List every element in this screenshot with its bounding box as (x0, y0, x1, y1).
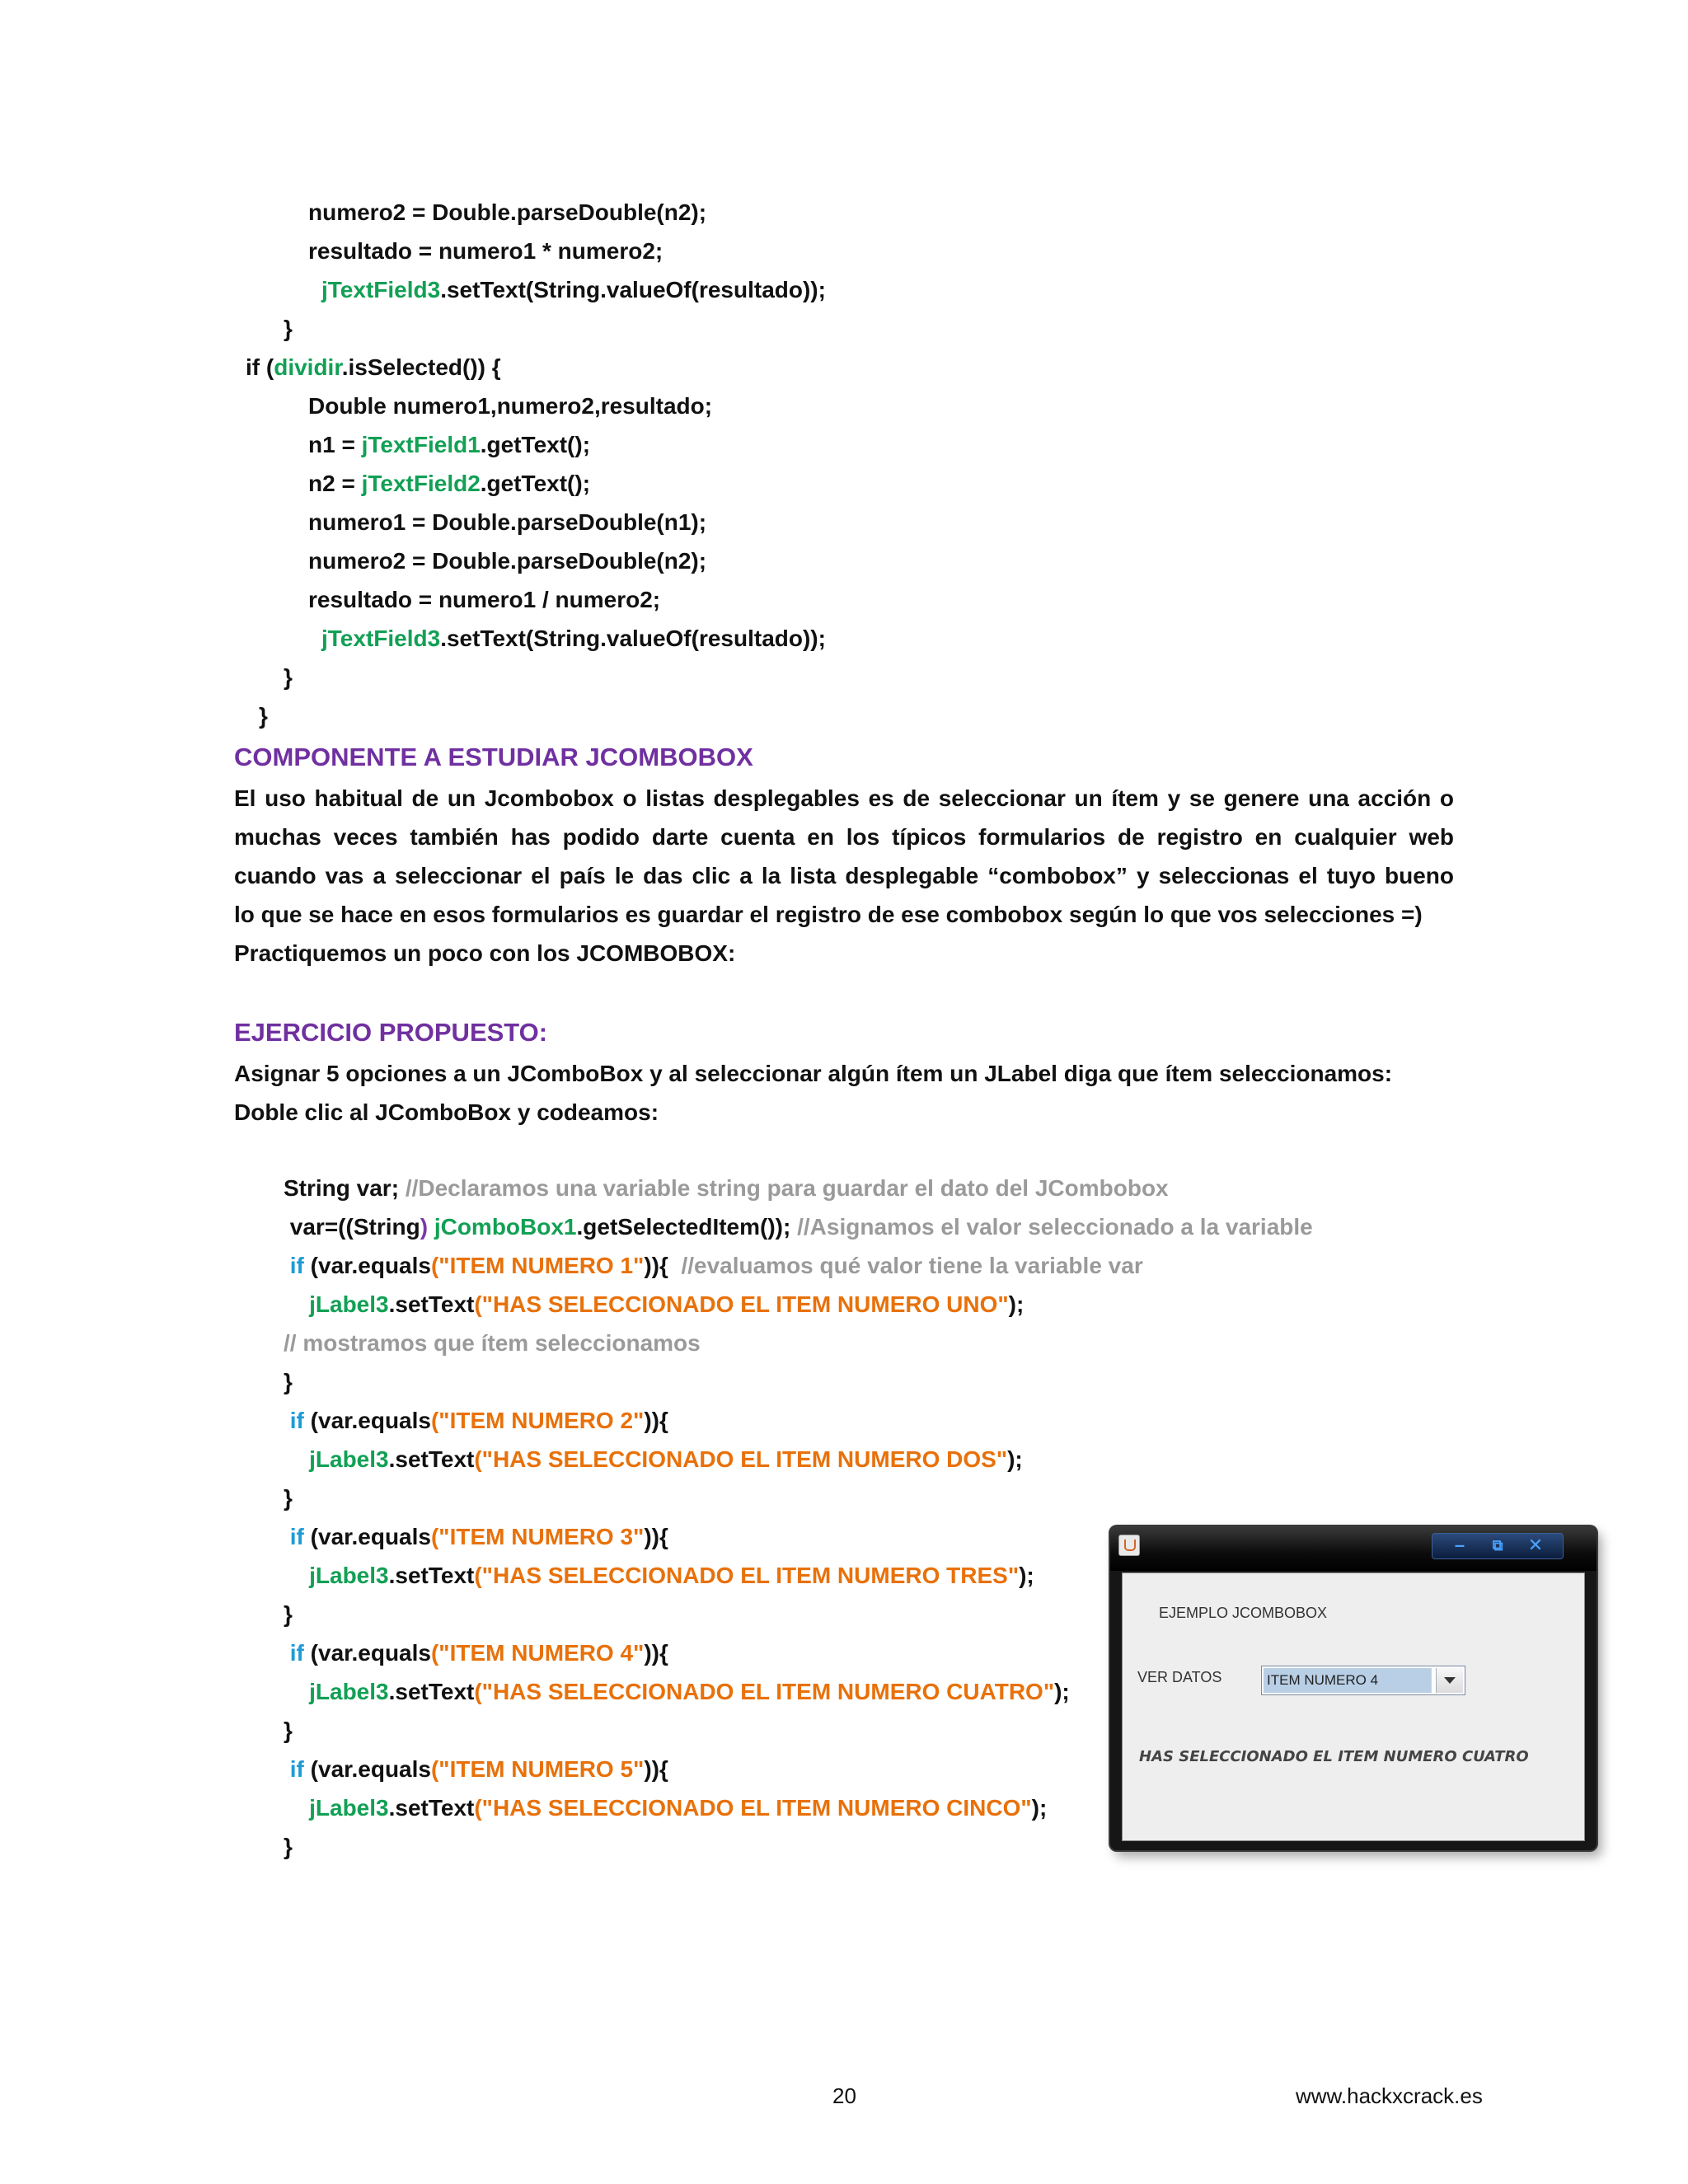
code-line (284, 658, 293, 696)
code-token: ("HAS SELECCIONADO EL ITEM NUMERO DOS" (474, 1446, 1008, 1472)
code-token: resultado = numero1 / numero2; (308, 587, 661, 612)
code-token: .setText (388, 1291, 475, 1317)
code-token: numero2 = Double.parseDouble(n2); (308, 548, 707, 574)
paragraph-line: cuando vas a seleccionar el país le das clic a la lista desplegable “combobox” y seleccionas el tuyo bueno (234, 863, 1454, 888)
code-token: } (284, 316, 293, 341)
code-token: jLabel3 (309, 1446, 389, 1472)
code-line (284, 1595, 293, 1633)
code-token: jLabel3 (309, 1795, 389, 1821)
code-token: Double numero1,numero2,resultado; (308, 393, 713, 419)
window-titlebar (1110, 1526, 1597, 1571)
combobox-selected-value[interactable]: ITEM NUMERO 4 (1264, 1668, 1432, 1693)
code-token: jLabel3 (309, 1679, 389, 1704)
code-token: ("ITEM NUMERO 2" (430, 1408, 645, 1433)
code-line (284, 1479, 293, 1517)
code-token (284, 1563, 309, 1588)
code-token: .getText(); (480, 471, 591, 496)
code-line (308, 580, 660, 619)
code-token: if (284, 1524, 311, 1549)
code-line (259, 696, 268, 735)
code-line (284, 1788, 1047, 1827)
code-token: } (284, 1485, 293, 1511)
code-line (284, 1711, 293, 1750)
code-token: (var.equals (310, 1640, 431, 1666)
code-token: ("ITEM NUMERO 3" (430, 1524, 645, 1549)
code-token: //evaluamos qué valor tiene la variable var (681, 1253, 1143, 1278)
code-token: } (284, 664, 293, 690)
code-line (246, 348, 501, 387)
java-window-screenshot (1110, 1526, 1597, 1850)
code-token: )){ (644, 1756, 668, 1782)
code-token: jTextField3 (321, 277, 441, 302)
code-token: ("ITEM NUMERO 5" (430, 1756, 645, 1782)
code-token: .setText(String.valueOf(resultado)); (440, 626, 826, 651)
code-token: //Asignamos el valor seleccionado a la variable (797, 1214, 1313, 1240)
paragraph-line: Doble clic al JComboBox y codeamos: (234, 1099, 659, 1125)
code-token: var=((String (284, 1214, 420, 1240)
code-token (284, 1291, 309, 1317)
code-token: ("HAS SELECCIONADO EL ITEM NUMERO UNO" (474, 1291, 1009, 1317)
code-token: jLabel3 (309, 1563, 389, 1588)
code-line (308, 464, 590, 503)
code-token: )){ (644, 1640, 668, 1666)
code-token: .setText (388, 1446, 475, 1472)
code-token: jComboBox1 (434, 1214, 577, 1240)
chevron-down-icon[interactable] (1436, 1668, 1463, 1693)
code-token: } (284, 1601, 293, 1627)
code-token: .setText (388, 1563, 475, 1588)
code-token: jTextField2 (361, 471, 481, 496)
code-token: (var.equals (310, 1524, 431, 1549)
restore-icon[interactable]: ⧉ (1492, 1537, 1503, 1554)
website-link[interactable]: www.hackxcrack.es (1296, 2083, 1483, 2108)
code-line (284, 1362, 293, 1401)
close-icon[interactable]: ✕ (1527, 1535, 1544, 1555)
code-line (284, 1672, 1070, 1711)
code-line (284, 309, 293, 348)
code-line (284, 1440, 1023, 1479)
code-token: ); (1007, 1446, 1023, 1472)
paragraph-jcombobox-intro (234, 779, 1454, 972)
code-token: )){ (644, 1408, 668, 1433)
code-token: numero1 = Double.parseDouble(n1); (308, 509, 707, 535)
code-token (284, 1446, 309, 1472)
code-line (284, 1556, 1034, 1595)
code-token (284, 1679, 309, 1704)
minimize-icon[interactable]: – (1454, 1535, 1465, 1555)
paragraph-ejercicio (234, 1054, 1454, 1132)
code-line (321, 270, 826, 309)
window-content (1122, 1572, 1585, 1841)
code-line (308, 193, 706, 232)
code-token: (var.equals (310, 1756, 431, 1782)
code-token: if (284, 1253, 311, 1278)
paragraph-line: El uso habitual de un Jcombobox o listas desplegables es de seleccionar un ítem y se genere una acción o (234, 785, 1454, 811)
code-token: ); (1031, 1795, 1048, 1821)
code-token: ) (420, 1214, 434, 1240)
code-token: (var.equals (310, 1408, 431, 1433)
code-token: ("HAS SELECCIONADO EL ITEM NUMERO CUATRO" (474, 1679, 1055, 1704)
code-token: } (284, 1369, 293, 1394)
window-title-label: EJEMPLO JCOMBOBOX (1159, 1605, 1328, 1621)
code-line (284, 1169, 1169, 1207)
result-label: HAS SELECCIONADO EL ITEM NUMERO CUATRO (1139, 1748, 1529, 1765)
code-line (308, 425, 590, 464)
code-token: } (259, 703, 268, 729)
code-token: )){ (644, 1524, 668, 1549)
paragraph-line: Asignar 5 opciones a un JComboBox y al seleccionar algún ítem un JLabel diga que ítem seleccionamos: (234, 1061, 1393, 1086)
ver-datos-label: VER DATOS (1137, 1669, 1222, 1685)
java-cup-icon (1118, 1535, 1140, 1556)
section-heading-jcombobox: COMPONENTE A ESTUDIAR JCOMBOBOX (234, 743, 753, 771)
code-token: jTextField3 (321, 626, 441, 651)
code-token: if ( (246, 354, 274, 380)
code-token: .getText(); (480, 432, 591, 457)
code-token: ); (1019, 1563, 1034, 1588)
section-heading-ejercicio: EJERCICIO PROPUESTO: (234, 1018, 548, 1047)
code-line (284, 1401, 668, 1440)
code-line (308, 387, 712, 425)
code-token: jTextField1 (361, 432, 481, 457)
code-token: ); (1054, 1679, 1070, 1704)
paragraph-line: Practiquemos un poco con los JCOMBOBOX: (234, 940, 736, 966)
paragraph-line: muchas veces también has podido darte cuenta en los típicos formularios de registro en cualquier web (234, 824, 1454, 850)
code-token: resultado = numero1 * numero2; (308, 238, 663, 264)
code-token: ("HAS SELECCIONADO EL ITEM NUMERO CINCO" (474, 1795, 1032, 1821)
code-token: .setText (388, 1795, 475, 1821)
code-token: (var.equals (310, 1253, 431, 1278)
window-controls (1432, 1533, 1564, 1559)
code-line (308, 232, 663, 270)
code-line (321, 619, 826, 658)
code-token: ("ITEM NUMERO 4" (430, 1640, 645, 1666)
code-line (284, 1633, 668, 1672)
code-token: numero2 = Double.parseDouble(n2); (308, 199, 707, 225)
code-line (308, 541, 706, 580)
code-line (284, 1207, 1313, 1246)
code-token: ("HAS SELECCIONADO EL ITEM NUMERO TRES" (474, 1563, 1020, 1588)
code-token: dividir (274, 354, 342, 380)
code-line (284, 1285, 1024, 1324)
code-line (284, 1246, 1143, 1285)
code-line (284, 1750, 668, 1788)
code-token: //Declaramos una variable string para guardar el dato del JCombobox (405, 1175, 1169, 1201)
code-token: if (284, 1640, 311, 1666)
code-token: ("ITEM NUMERO 1" (430, 1253, 645, 1278)
code-token: // mostramos que ítem seleccionamos (284, 1330, 701, 1356)
paragraph-line: lo que se hace en esos formularios es guardar el registro de ese combobox según lo que vos selecciones =) (234, 902, 1423, 927)
code-token: .setText (388, 1679, 475, 1704)
code-token: .setText(String.valueOf(resultado)); (440, 277, 826, 302)
code-token: } (284, 1834, 293, 1859)
code-line (308, 503, 706, 541)
code-token: .getSelectedItem()); (576, 1214, 798, 1240)
code-token: if (284, 1756, 311, 1782)
code-token: ); (1008, 1291, 1025, 1317)
code-token (284, 1795, 309, 1821)
code-token: } (284, 1718, 293, 1743)
code-token: jLabel3 (309, 1291, 389, 1317)
code-token: .isSelected()) { (341, 354, 501, 380)
code-token: )){ (644, 1253, 682, 1278)
page-number: 20 (832, 2083, 856, 2108)
items-combobox[interactable] (1261, 1666, 1465, 1695)
code-line (284, 1517, 668, 1556)
code-token: String var; (284, 1175, 406, 1201)
code-token: n1 = (308, 432, 362, 457)
code-token: n2 = (308, 471, 362, 496)
code-line (284, 1827, 293, 1866)
code-line (284, 1324, 701, 1362)
code-token: if (284, 1408, 311, 1433)
